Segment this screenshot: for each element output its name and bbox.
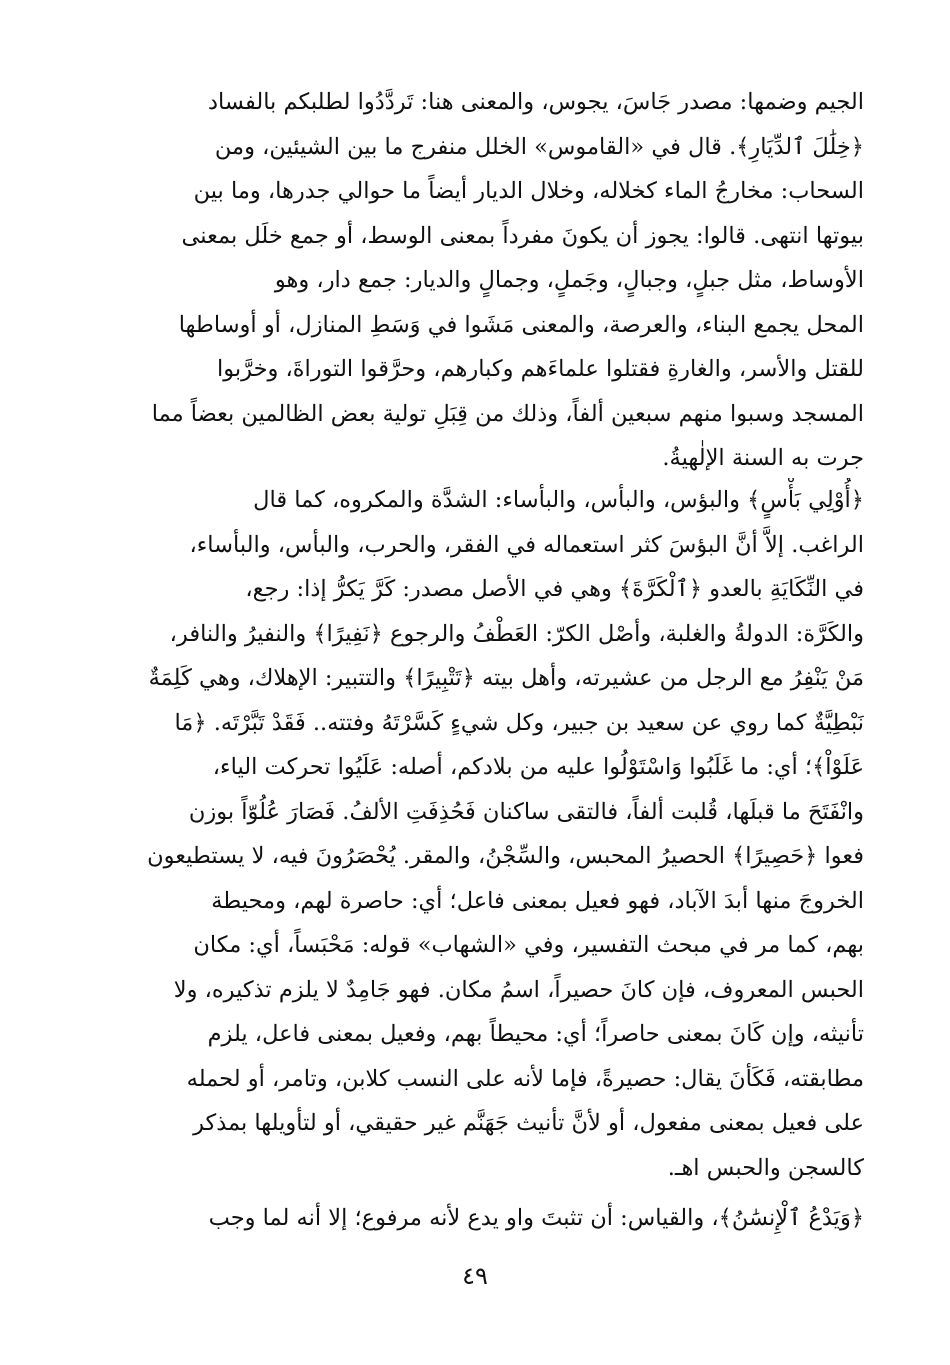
text-line: ﴿أُوْلِي بَأْسٍ﴾ والبؤس، والبأس، والبأساء: الشدَّة والمكروه، كما قال xyxy=(253,487,864,513)
text-line: ﴿خِلَٰلَ ٱلدِّيَارِ﴾. قال في «القاموس» الخلل منفرج ما بين الشيئين، ومن xyxy=(214,133,864,160)
text-line: الخروجَ منها أبدَ الآباد، فهو فعيل بمعنى فاعل؛ أي: حاصرة لهم، ومحيطة xyxy=(211,887,864,914)
text-line: تأنيثه، وإن كَانَ بمعنى حاصراً؛ أي: محيطاً بهم، وفعيل بمعنى فاعل، يلزم xyxy=(207,1021,864,1047)
text-line: كالسجن والحبس اهـ. xyxy=(667,1154,864,1181)
text-line: جرت به السنة الإلٰهيةُ. xyxy=(662,445,864,471)
text-line: فعوا ﴿حَصِيرًا﴾ الحصيرُ المحبس، والسِّجْنُ، والمقر. يُحْصَرُونَ فيه، لا يستطيعون xyxy=(147,843,864,869)
text-line: نَبْطِيَّةٌ كما روي عن سعيد بن جبير، وكل شيءٍ كَسَّرْتَهُ وفتته.. فَقَدْ تَبَّرْتَه. ﴿مَا xyxy=(174,709,864,736)
paragraph-2 xyxy=(92,478,864,1190)
text-line: عَلَوْاْ﴾؛ أي: ما غَلَبُوا وَاسْتَوْلُوا عليه من بلادكم، أصله: عَلَيُوا تحركت الياء، xyxy=(212,754,864,780)
text-line: مَنْ يَنْفِرُ مع الرجل من عشيرته، وأهل بيته ﴿تَتْبِيرًا﴾ والتتبير: الإهلاك، وهي كَلِمَةٌ xyxy=(148,665,864,691)
text-line: وانْفَتَحَ ما قبلَها، قُلبت ألفاً، فالتقى ساكنان فَحُذِفَتِ الألفُ. فَصَارَ عُلُوّاً بوزن xyxy=(188,798,864,825)
text-line: المسجد وسبوا منهم سبعين ألفاً، وذلك من قِبَلِ تولية بعض الظالمين بعضاً مما xyxy=(151,400,864,427)
text-line: للقتل والأسر، والغارةِ فقتلوا علماءَهم وكبارهم، وحرَّقوا التوراةَ، وخرَّبوا xyxy=(217,356,864,382)
paragraph-1 xyxy=(92,80,864,481)
text-line: المحل يجمع البناء، والعرصة، والمعنى مَشَوا في وَسَطِ المنازل، أو أوساطها xyxy=(178,311,864,338)
text-line: الجيم وضمها: مصدر جَاسَ، يجوس، والمعنى هنا: تَردَّدُوا لطلبكم بالفساد xyxy=(208,89,864,115)
text-line: مطابقته، فَكَأنَ يقال: حصيرةً، فإما لأنه على النسب كلابن، وتامر، أو لحمله xyxy=(186,1065,864,1092)
text-line: بهم، كما مر في مبحث التفسير، وفي «الشهاب» قوله: مَحْبَساً، أي: مكان xyxy=(193,932,864,958)
text-line: الراغب. إلاَّ أنَّ البؤسَ كثر استعماله في الفقر، والحرب، والبأس، والبأساء، xyxy=(189,531,864,558)
text-line: في النِّكَايَةِ بالعدو ﴿ٱلْكَرَّةَ﴾ وهي في الأصل مصدر: كَرَّ يَكرُّ إذا: رجع، xyxy=(245,576,864,602)
text-line: الحبس المعروف، فإن كانَ حصيراً، اسمُ مكان. فهو جَامِدٌ لا يلزم تذكيره، ولا xyxy=(173,976,864,1003)
text-line: بيوتها انتهى. قالوا: يجوز أن يكونَ مفرداً بمعنى الوسط، أو جمع خلَل بمعنى xyxy=(181,222,864,249)
text-line: والكَرَّة: الدولةُ والغلبة، وأصْل الكرّ: العَطْفُ والرجوع ﴿نَفِيرًا﴾ والنفيرُ والنافر، xyxy=(169,620,864,647)
text-line: الأوساط، مثل جبلٍ، وجبالٍ، وجَملٍ، وجمالٍ والديار: جمع دار، وهو xyxy=(274,267,864,293)
paragraph-3 xyxy=(92,1196,864,1241)
page-number: ٤٩ xyxy=(462,1262,488,1290)
text-line: ﴿وَيَدْعُ ٱلْإِنسَٰنُ﴾، والقياس: أن تثبتَ واو يدع لأنه مرفوع؛ إلا أنه لما وجب xyxy=(208,1205,864,1231)
text-line: السحاب: مخارجُ الماء كخلاله، وخلال الديار أيضاً ما حوالي جدرها، وما بين xyxy=(193,178,864,204)
text-line: على فعيل بمعنى مفعول، أو لأنَّ تأنيث جَهَنَّم غير حقيقي، أو لتأويلها بمذكر xyxy=(193,1110,864,1136)
